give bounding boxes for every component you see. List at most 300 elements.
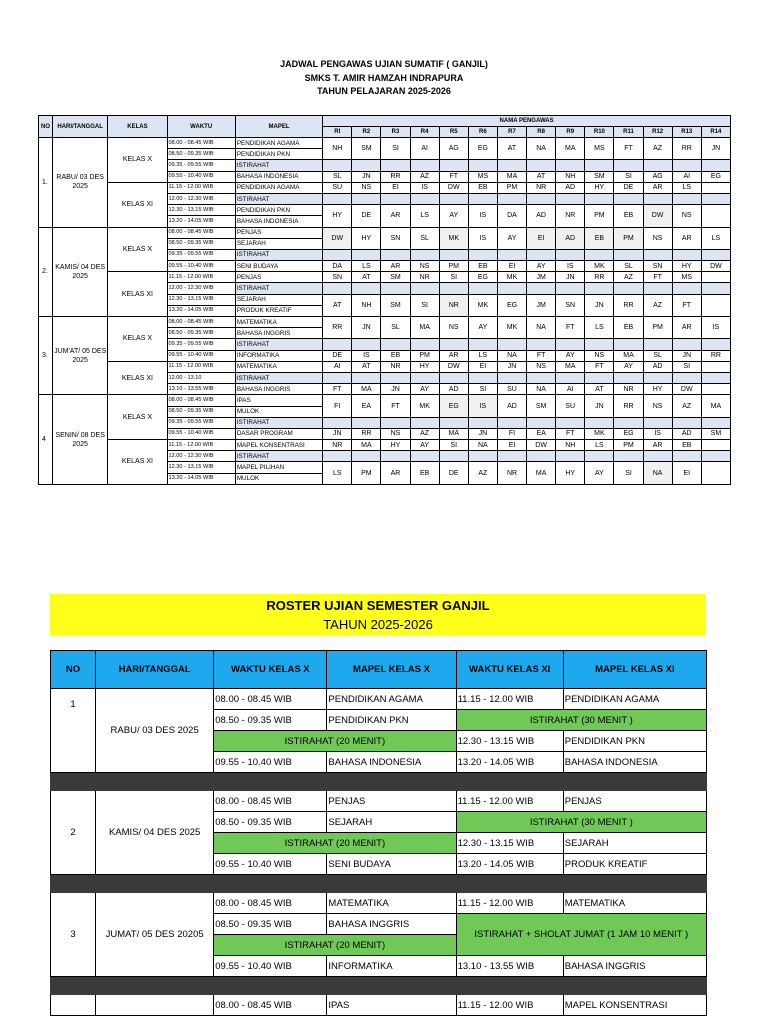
schedule-title-line1: JADWAL PENGAWAS UJIAN SUMATIF ( GANJIL) [280,59,488,69]
day-date: RABU/ 03 DES 2025 [53,138,108,228]
pengawas-cell: FT [527,350,556,361]
break-fill [323,283,352,294]
pengawas-cell: NH [323,138,352,160]
pengawas-cell: IS [352,350,381,361]
break-fill [352,249,381,260]
pengawas-cell: NS [527,361,556,372]
roster-header-waktu-x: WAKTU KELAS X [214,651,327,689]
pengawas-cell: EB [614,205,643,227]
pengawas-cell: SL [381,317,410,339]
pengawas-cell: EB [614,317,643,339]
schedule-row [39,272,731,283]
kelas-label: KELAS XI [108,182,167,227]
break-fill [439,249,468,260]
pengawas-cell: JN [352,171,381,182]
pengawas-cell: IS [643,428,672,439]
header-mapel: MAPEL [235,116,322,138]
waktu-cell: 13.20 - 14.05 WIB [167,216,235,227]
pengawas-cell: AZ [643,294,672,316]
pengawas-cell: SM [381,272,410,283]
break-fill [614,193,643,204]
pengawas-cell: MA [556,361,585,372]
roster-header-day: HARI/TANGGAL [96,651,214,689]
pengawas-cell: SI [439,440,468,451]
header-no: NO [39,116,53,138]
break-cell: ISTIRAHAT [235,160,322,171]
pengawas-cell: NS [585,350,614,361]
pengawas-cell: HY [672,261,701,272]
mapel-cell: BAHASA INDONESIA [235,216,322,227]
roster-mapel-xi: SEJARAH [563,833,706,854]
break-fill [672,451,701,462]
kelas-label: KELAS XI [108,440,167,485]
roster-waktu-xi: 13.20 - 14.05 WIB [456,854,563,875]
break-fill [701,372,730,383]
pengawas-cell: AR [643,440,672,451]
pengawas-cell: AY [556,350,585,361]
break-fill [701,249,730,260]
break-fill [468,339,497,350]
pengawas-cell: NH [556,440,585,451]
pengawas-cell: IS [468,205,497,227]
supervisor-schedule-table [38,115,731,485]
room-header: R8 [527,127,556,138]
pengawas-cell: MA [352,384,381,395]
kelas-label: KELAS X [108,227,167,272]
waktu-cell: 08.50 - 09.35 WIB [167,238,235,249]
roster-title: ROSTER UJIAN SEMESTER GANJIL [266,598,490,613]
pengawas-cell: AD [556,227,585,249]
break-fill [643,451,672,462]
roster-mapel-x: INFORMATIKA [327,956,456,977]
break-fill [527,249,556,260]
pengawas-cell: AI [556,384,585,395]
schedule-body [39,138,731,485]
pengawas-cell: RR [614,395,643,417]
break-fill [556,451,585,462]
roster-mapel-xi: MAPEL KONSENTRASI [563,995,706,1016]
break-fill [352,160,381,171]
break-fill [672,372,701,383]
roster-header-mapel-xi: MAPEL KELAS XI [563,651,706,689]
pengawas-cell: HY [323,205,352,227]
pengawas-cell: EI [672,462,701,484]
roster-mapel-x: PENDIDIKAN PKN [327,710,456,731]
pengawas-cell: EB [468,182,497,193]
pengawas-cell: JM [527,272,556,283]
mapel-cell: BAHASA INGGRIS [235,384,322,395]
pengawas-cell: AG [643,171,672,182]
break-fill [585,372,614,383]
break-fill [410,249,439,260]
pengawas-cell: DW [643,205,672,227]
schedule-title [0,58,768,99]
pengawas-cell: SI [381,138,410,160]
schedule-row [39,182,731,193]
break-fill [701,339,730,350]
break-fill [381,283,410,294]
break-fill [672,249,701,260]
break-fill [614,283,643,294]
pengawas-cell: MK [497,317,526,339]
waktu-cell: 08.00 - 08.45 WIB [167,227,235,238]
break-cell: ISTIRAHAT [235,451,322,462]
break-fill [527,417,556,428]
pengawas-cell: AR [381,261,410,272]
pengawas-cell: SM [527,395,556,417]
pengawas-cell: MK [585,428,614,439]
header-day: HARI/TANGGAL [53,116,108,138]
break-fill [701,283,730,294]
break-fill [439,283,468,294]
pengawas-cell: AR [643,182,672,193]
pengawas-cell: AI [672,171,701,182]
roster-mapel-xi: MATEMATIKA [563,893,706,914]
break-fill [497,417,526,428]
pengawas-cell: EI [527,227,556,249]
pengawas-cell: NS [672,205,701,227]
pengawas-cell: AD [439,384,468,395]
pengawas-cell: NR [439,294,468,316]
break-fill [323,339,352,350]
break-fill [410,372,439,383]
pengawas-cell: MK [410,395,439,417]
pengawas-cell: AY [410,384,439,395]
break-fill [352,339,381,350]
waktu-cell: 11.15 - 12.00 WIB [167,272,235,283]
pengawas-cell: IS [556,261,585,272]
pengawas-cell: MS [468,171,497,182]
pengawas-cell: PM [585,205,614,227]
pengawas-cell: NS [643,227,672,249]
pengawas-cell: JN [352,317,381,339]
pengawas-cell: SN [323,272,352,283]
room-header: R13 [672,127,701,138]
pengawas-cell: NS [352,182,381,193]
pengawas-cell: AY [410,440,439,451]
roster-table [50,650,707,1016]
roster-row [51,791,707,812]
kelas-label: KELAS X [108,395,167,440]
pengawas-cell: FT [439,171,468,182]
pengawas-cell [701,462,730,484]
pengawas-cell: DE [614,182,643,193]
pengawas-cell: AZ [468,462,497,484]
break-fill [585,451,614,462]
pengawas-cell: AT [527,171,556,182]
roster-mapel-x: IPAS [327,995,456,1016]
pengawas-cell: AD [556,182,585,193]
room-header: R5 [439,127,468,138]
roster-break-x: ISTIRAHAT (20 MENIT) [214,731,456,752]
pengawas-cell: AG [439,138,468,160]
break-cell: ISTIRAHAT [235,339,322,350]
waktu-cell: 12.00 - 12.30 WIB [167,451,235,462]
pengawas-cell: PM [614,440,643,451]
pengawas-cell: EB [381,350,410,361]
roster-day: JUMAT/ 05 DES 20205 [96,893,214,977]
pengawas-cell: NR [381,361,410,372]
pengawas-cell: AY [614,361,643,372]
waktu-cell: 08.00 - 08.45 WIB [167,395,235,406]
break-fill [614,451,643,462]
pengawas-cell: NS [643,395,672,417]
pengawas-cell: SI [672,361,701,372]
pengawas-cell [701,384,730,395]
pengawas-cell: AY [585,462,614,484]
pengawas-cell: PM [439,261,468,272]
break-fill [585,193,614,204]
schedule-row [39,440,731,451]
pengawas-cell: HY [585,182,614,193]
pengawas-cell: AR [381,462,410,484]
waktu-cell: 08.50 - 09.35 WIB [167,149,235,160]
roster-waktu-x: 08.50 - 09.35 WIB [214,914,327,935]
pengawas-cell: AD [527,205,556,227]
pengawas-cell: NR [410,272,439,283]
roster-waktu-x: 08.00 - 08.45 WIB [214,995,327,1016]
break-fill [614,249,643,260]
schedule-title-line2: SMKS T. AMIR HAMZAH INDRAPURA [304,72,464,83]
pengawas-cell: RR [352,428,381,439]
day-date: JUM'AT/ 05 DES 2025 [53,317,108,395]
pengawas-cell: IS [468,227,497,249]
schedule-row [39,138,731,149]
day-no: 3. [39,317,53,395]
pengawas-cell: NS [410,261,439,272]
break-fill [468,193,497,204]
break-fill [468,160,497,171]
roster-waktu-x: 08.50 - 09.35 WIB [214,710,327,731]
break-fill [527,339,556,350]
pengawas-cell: SI [614,171,643,182]
pengawas-cell: AY [527,261,556,272]
roster-waktu-xi: 13.10 - 13.55 WIB [456,956,563,977]
roster-waktu-xi: 11.15 - 12.00 WIB [456,689,563,710]
pengawas-cell: SN [556,294,585,316]
break-fill [497,160,526,171]
roster-break-x: ISTIRAHAT (20 MENIT) [214,833,456,854]
pengawas-cell [701,205,730,227]
break-fill [701,451,730,462]
break-fill [701,193,730,204]
pengawas-cell: JN [323,428,352,439]
break-fill [323,451,352,462]
break-fill [439,160,468,171]
pengawas-cell: AY [497,227,526,249]
pengawas-cell: EG [468,272,497,283]
pengawas-cell: SL [643,350,672,361]
roster-waktu-x: 09.55 - 10.40 WIB [214,752,327,773]
break-fill [410,160,439,171]
mapel-cell: MAPEL KONSENTRASI [235,440,322,451]
waktu-cell: 09.55 - 10.40 WIB [167,171,235,182]
waktu-cell: 11.15 - 12.00 WIB [167,440,235,451]
pengawas-cell: FT [585,361,614,372]
pengawas-cell: JM [527,294,556,316]
pengawas-cell: PM [410,350,439,361]
break-fill [381,451,410,462]
pengawas-cell: NA [497,350,526,361]
break-fill [497,451,526,462]
pengawas-cell: NA [643,462,672,484]
break-fill [410,451,439,462]
break-fill [556,417,585,428]
pengawas-cell: MA [556,138,585,160]
pengawas-cell: DW [701,261,730,272]
pengawas-cell: AT [585,384,614,395]
pengawas-cell: EG [497,294,526,316]
day-no: 2. [39,227,53,317]
roster-waktu-xi: 11.15 - 12.00 WIB [456,791,563,812]
break-cell: ISTIRAHAT [235,372,322,383]
kelas-label: KELAS XI [108,361,167,395]
pengawas-cell: EI [497,261,526,272]
pengawas-cell: RR [701,350,730,361]
pengawas-cell: DW [527,440,556,451]
pengawas-cell: AT [352,272,381,283]
pengawas-cell: MA [614,350,643,361]
roster-break-x: ISTIRAHAT (20 MENIT) [214,935,456,956]
pengawas-cell: PM [614,227,643,249]
pengawas-cell: JN [701,138,730,160]
break-fill [352,417,381,428]
pengawas-cell: AD [643,361,672,372]
roster-no: 3 [51,893,96,977]
break-fill [556,160,585,171]
break-fill [381,417,410,428]
mapel-cell: BAHASA INGGRIS [235,328,322,339]
roster-waktu-xi: 11.15 - 12.00 WIB [456,995,563,1016]
pengawas-cell: SI [468,384,497,395]
break-fill [497,283,526,294]
break-fill [468,372,497,383]
roster-waktu-x: 09.55 - 10.40 WIB [214,854,327,875]
roster-row [51,995,707,1016]
pengawas-cell: DA [497,205,526,227]
pengawas-cell: FI [497,428,526,439]
pengawas-cell: FT [381,395,410,417]
break-fill [614,160,643,171]
pengawas-cell: NS [381,428,410,439]
pengawas-cell: HY [352,227,381,249]
break-fill [556,372,585,383]
break-fill [352,283,381,294]
waktu-cell: 12.00 - 12.30 WIB [167,283,235,294]
pengawas-cell: SL [410,227,439,249]
mapel-cell: PENDIDIKAN AGAMA [235,138,322,149]
roster-day: KAMIS/ 04 DES 2025 [96,791,214,875]
break-fill [643,417,672,428]
pengawas-cell: AD [497,395,526,417]
mapel-cell: PRODUK KREATIF [235,305,322,316]
pengawas-cell: AT [497,138,526,160]
break-fill [410,283,439,294]
pengawas-cell: JN [468,428,497,439]
pengawas-cell: AT [352,361,381,372]
pengawas-cell: DE [439,462,468,484]
mapel-cell: PENJAS [235,272,322,283]
roster-waktu-xi: 12.30 - 13.15 WIB [456,833,563,854]
break-fill [643,193,672,204]
pengawas-cell: EA [527,428,556,439]
pengawas-cell: EI [468,361,497,372]
pengawas-cell: HY [381,440,410,451]
break-fill [701,417,730,428]
pengawas-cell: HY [410,361,439,372]
pengawas-cell: AZ [643,138,672,160]
pengawas-cell: JN [672,350,701,361]
roster-waktu-x: 08.50 - 09.35 WIB [214,812,327,833]
pengawas-cell: AY [439,205,468,227]
pengawas-cell [701,294,730,316]
room-header: R6 [468,127,497,138]
roster-day: RABU/ 03 DES 2025 [96,689,214,773]
roster-header-no: NO [51,651,96,689]
pengawas-cell: MA [439,428,468,439]
pengawas-cell: NR [614,384,643,395]
pengawas-cell: MK [439,227,468,249]
pengawas-cell: NR [497,462,526,484]
waktu-cell: 11.15 - 12.00 WIB [167,182,235,193]
break-fill [614,417,643,428]
pengawas-cell [701,272,730,283]
pengawas-cell: LS [701,227,730,249]
pengawas-cell: DA [323,261,352,272]
pengawas-cell: RR [381,171,410,182]
roster-row [51,893,707,914]
break-fill [556,193,585,204]
mapel-cell: BAHASA INDONESIA [235,171,322,182]
waktu-cell: 08.00 - 08.45 WIB [167,138,235,149]
break-fill [381,372,410,383]
pengawas-cell: AT [323,294,352,316]
roster-mapel-x: SENI BUDAYA [327,854,456,875]
pengawas-cell: DW [439,361,468,372]
break-fill [468,417,497,428]
waktu-cell: 09.55 - 10.40 WIB [167,261,235,272]
break-fill [527,451,556,462]
roster-mapel-x: BAHASA INGGRIS [327,914,456,935]
room-header: R2 [352,127,381,138]
room-header: R9 [556,127,585,138]
pengawas-cell: NA [527,317,556,339]
break-fill [614,372,643,383]
pengawas-cell: FI [323,395,352,417]
break-fill [614,339,643,350]
break-fill [585,249,614,260]
break-fill [701,160,730,171]
waktu-cell: 11.15 - 12.00 WIB [167,361,235,372]
pengawas-cell: JN [497,361,526,372]
room-header: R14 [701,127,730,138]
roster-no: 1 [51,689,96,773]
pengawas-cell: LS [672,182,701,193]
roster-mapel-xi: PRODUK KREATIF [563,854,706,875]
waktu-cell: 12.00 - 12.30 WIB [167,193,235,204]
pengawas-cell: EB [672,440,701,451]
waktu-cell: 13.10 - 13.55 WIB [167,384,235,395]
pengawas-cell: AZ [614,272,643,283]
roster-separator [51,875,707,893]
mapel-cell: PENJAS [235,227,322,238]
mapel-cell: MATEMATIKA [235,361,322,372]
pengawas-cell: EG [701,171,730,182]
room-header: RI [323,127,352,138]
waktu-cell: 08.50 - 09.35 WIB [167,328,235,339]
break-fill [323,249,352,260]
break-fill [497,372,526,383]
